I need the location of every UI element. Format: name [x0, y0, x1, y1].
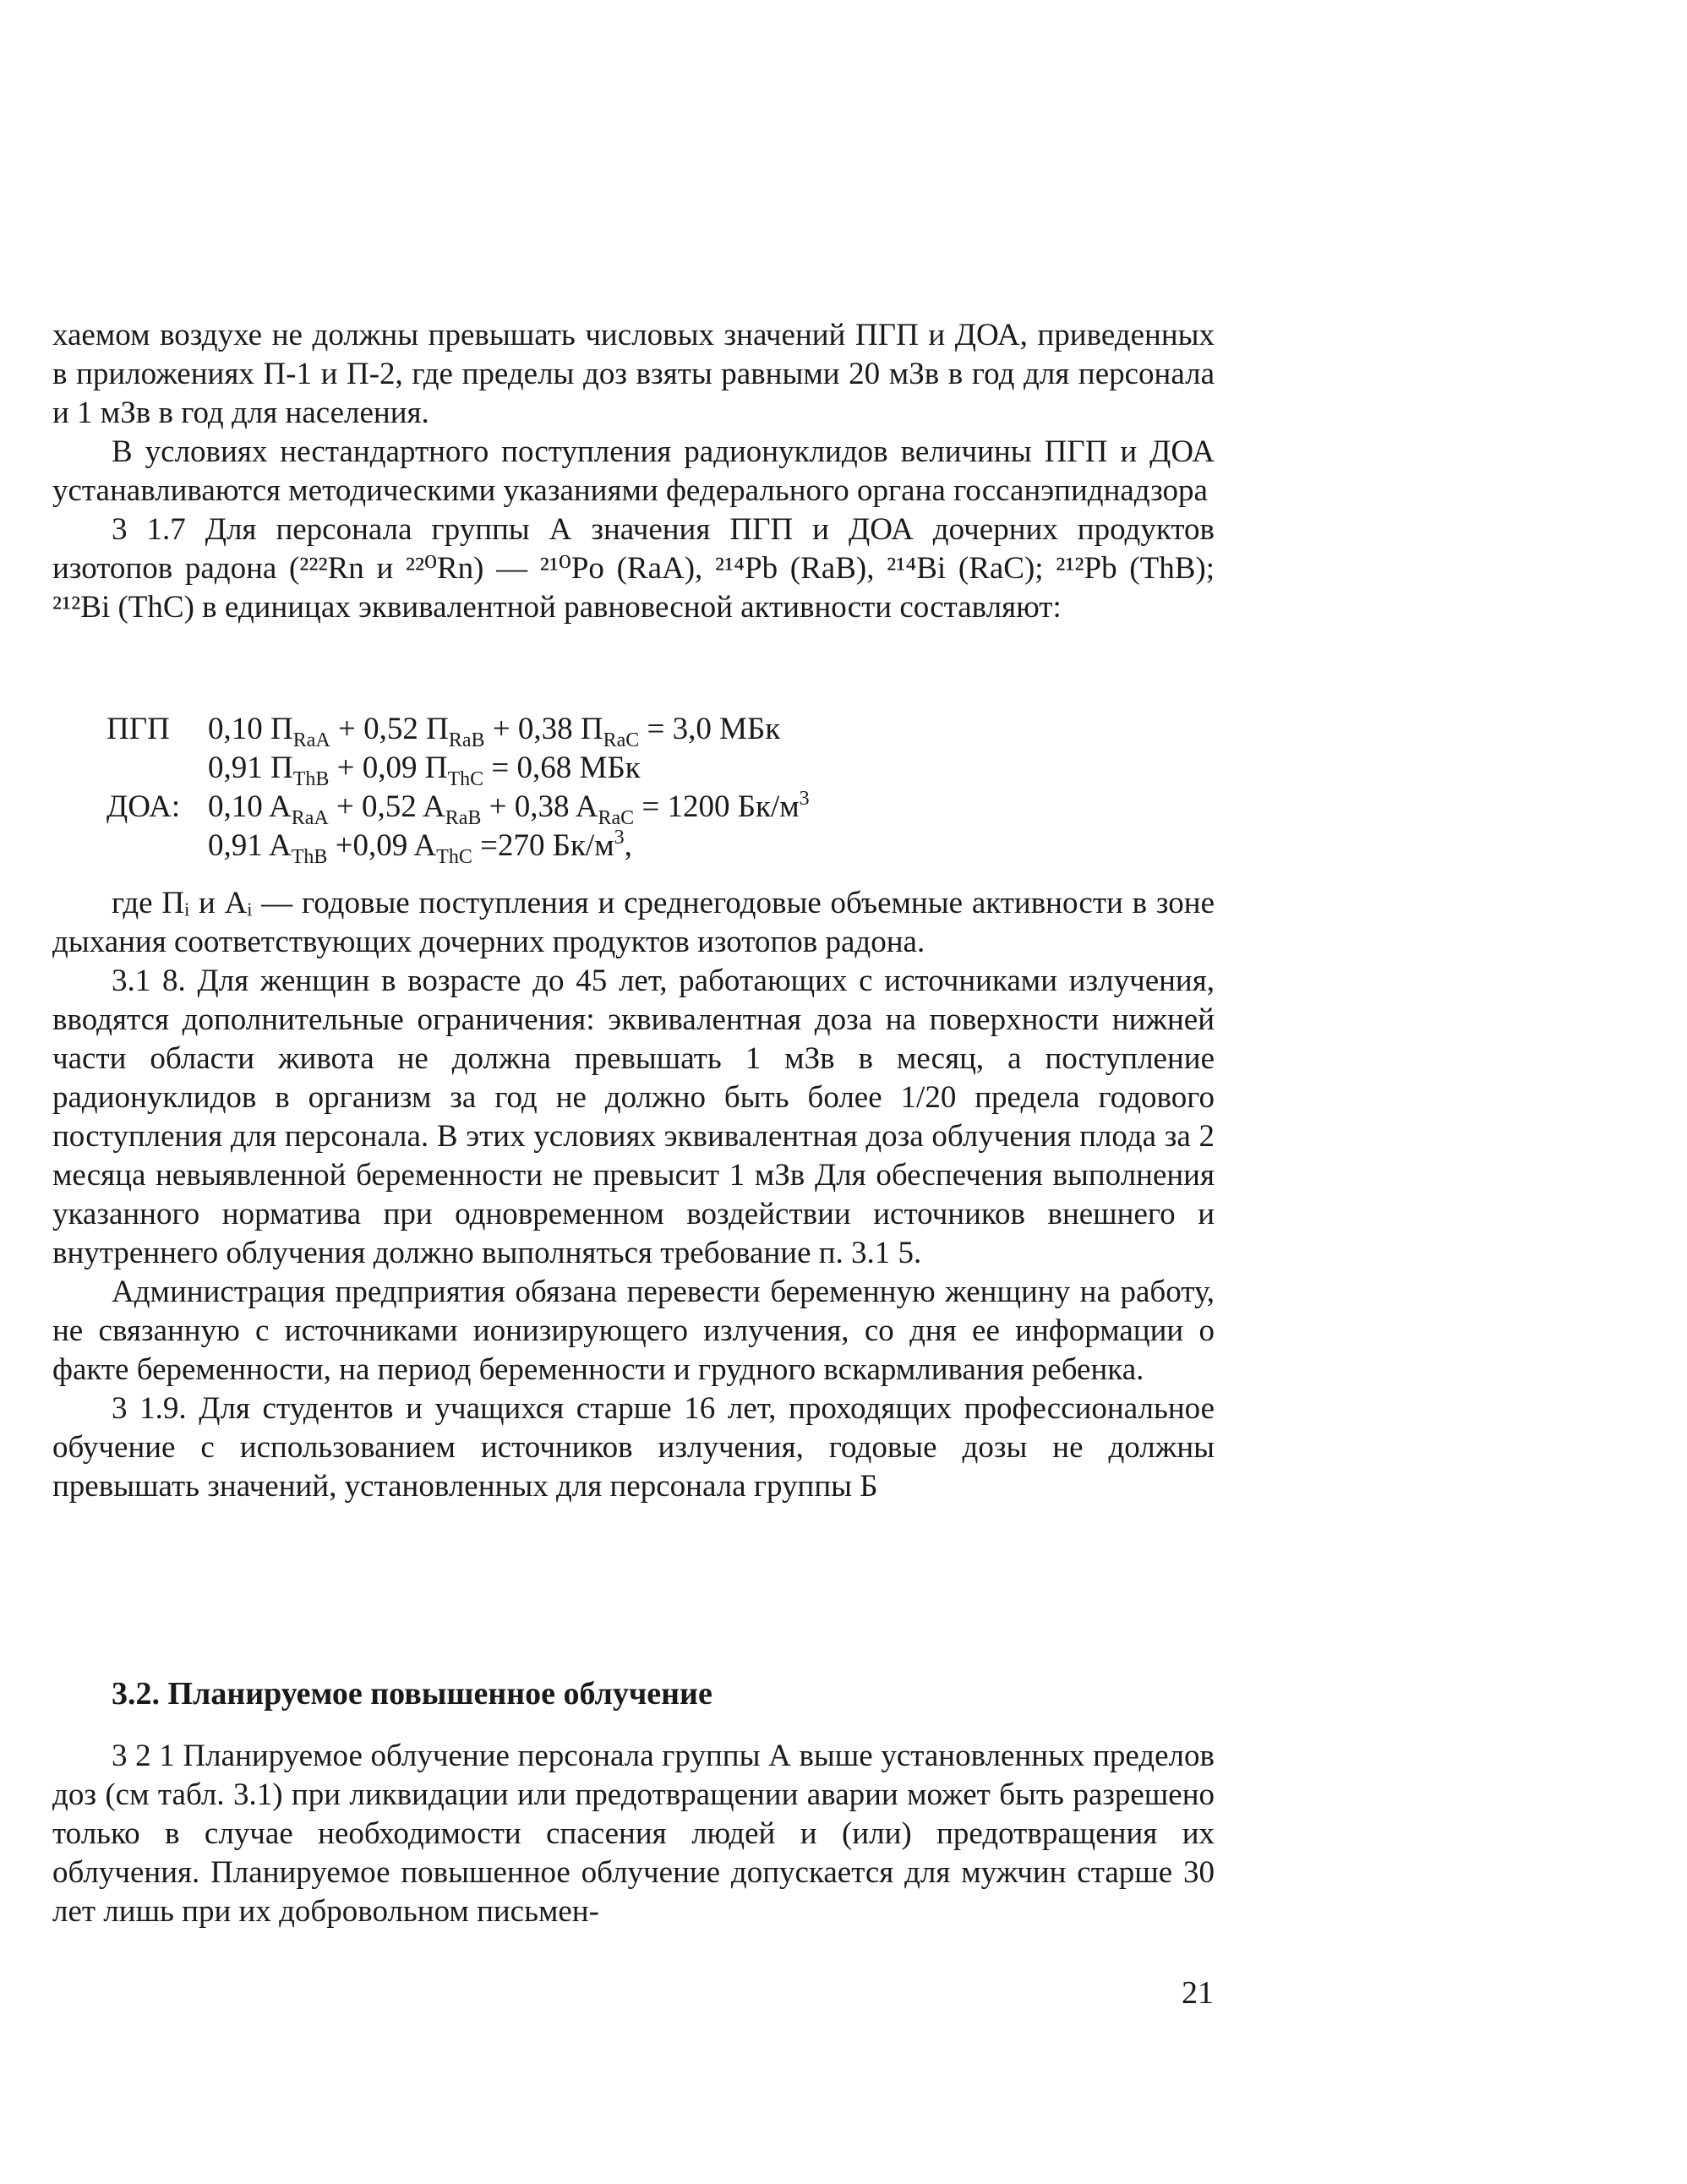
- text-block-top: [52, 316, 1215, 627]
- text-block-bottom: [52, 1737, 1215, 1931]
- paragraph: В условиях нестандартного поступления радионуклидов величины ПГП и ДОА устанавливаются методическими указаниями федерального органа госсанэпиднадзора: [52, 434, 1215, 508]
- formula-text: 0,91 $П_{ThB} + 0,09$ $П_{ThC} = 0,68$ МБк: [208, 751, 641, 790]
- paragraph: 3.1 8. Для женщин в возрасте до 45 лет, работающих с источниками излучения, вводятся дополнительные ограничения: эквивалентная доза на поверхности нижней части области живота не должна превышать 1 мЗв в месяц, а поступление радионуклидов в организм за год не должно быть более 1/20 предела годового поступления для персонала. В этих условиях эквивалентная доза облучения плода за 2 месяца невыявленной беременности не превысит 1 мЗв Для обеспечения выполнения указанного норматива при одновременном воздействии источников внешнего и внутреннего облучения должно выполняться требование п. 3.1 5.: [52, 964, 1215, 1270]
- formula-pgp-line-2: [106, 749, 641, 788]
- paragraph: где Пᵢ и Aᵢ — годовые поступления и среднегодовые объемные активности в зоне дыхания соответствующих дочерних продуктов изотопов радона.: [52, 886, 1215, 959]
- section-heading: 3.2. Планируемое повышенное облучение: [112, 1676, 712, 1712]
- formula-label-doa: ДОА:: [106, 789, 181, 824]
- paragraph: 3 1.7 Для персонала группы А значения ПГП и ДОА дочерних продуктов изотопов радона (²²²Rn и ²²⁰Rn) — ²¹⁰Po (RaA), ²¹⁴Pb (RaB), ²¹⁴Bi (RaC); ²¹²Pb (ThB); ²¹²Bi (ThC) в единицах эквивалентной равновесной активности составляют:: [52, 512, 1215, 625]
- formula-text: 0,10 $П_{RaA} + 0,52$ $П_{RaB} + 0,38$ $П_{RaC} = 3,0$ МБк: [208, 712, 781, 751]
- formula-doa-line-2: [106, 827, 632, 868]
- paragraph: 3 2 1 Планируемое облучение персонала группы А выше установленных пределов доз (см табл. 3.1) при ликвидации или предотвращении аварии может быть разрешено только в случае необходимости спасения людей и (или) предотвращения их облучения. Планируемое повышенное облучение допускается для мужчин старше 30 лет лишь при их добровольном письмен-: [52, 1739, 1215, 1929]
- paragraph: хаемом воздухе не должны превышать числовых значений ПГП и ДОА, приведенных в приложениях П-1 и П-2, где пределы доз взяты равными 20 мЗв в год для персонала и 1 мЗв в год для населения.: [52, 318, 1215, 430]
- text-block-middle: [52, 884, 1215, 1506]
- formula-label-pgp: ПГП: [106, 712, 170, 746]
- formula-text: 0,91 $A_{ThB} +0,09$ $A_{ThC} =270$ $Бк/м^3$,: [208, 827, 632, 868]
- paragraph: Администрация предприятия обязана перевести беременную женщину на работу, не связанную с источниками ионизирующего излучения, со дня ее информации о факте беременности, на период беременности и грудного вскармливания ребенка.: [52, 1275, 1215, 1387]
- paragraph: 3 1.9. Для студентов и учащихся старше 16 лет, проходящих профессиональное обучение с использованием источников излучения, годовые дозы не должны превышать значений, установленных для персонала группы Б: [52, 1391, 1215, 1504]
- formula-pgp-line-1: [106, 710, 780, 749]
- page-number: 21: [1182, 1975, 1214, 2011]
- formula-doa-line-1: [106, 788, 810, 827]
- formula-text: 0,10 $A_{RaA} + 0,52$ $A_{RaB} + 0,38$ $A_{RaC} = 1200$ $Бк/м^3$: [208, 788, 810, 829]
